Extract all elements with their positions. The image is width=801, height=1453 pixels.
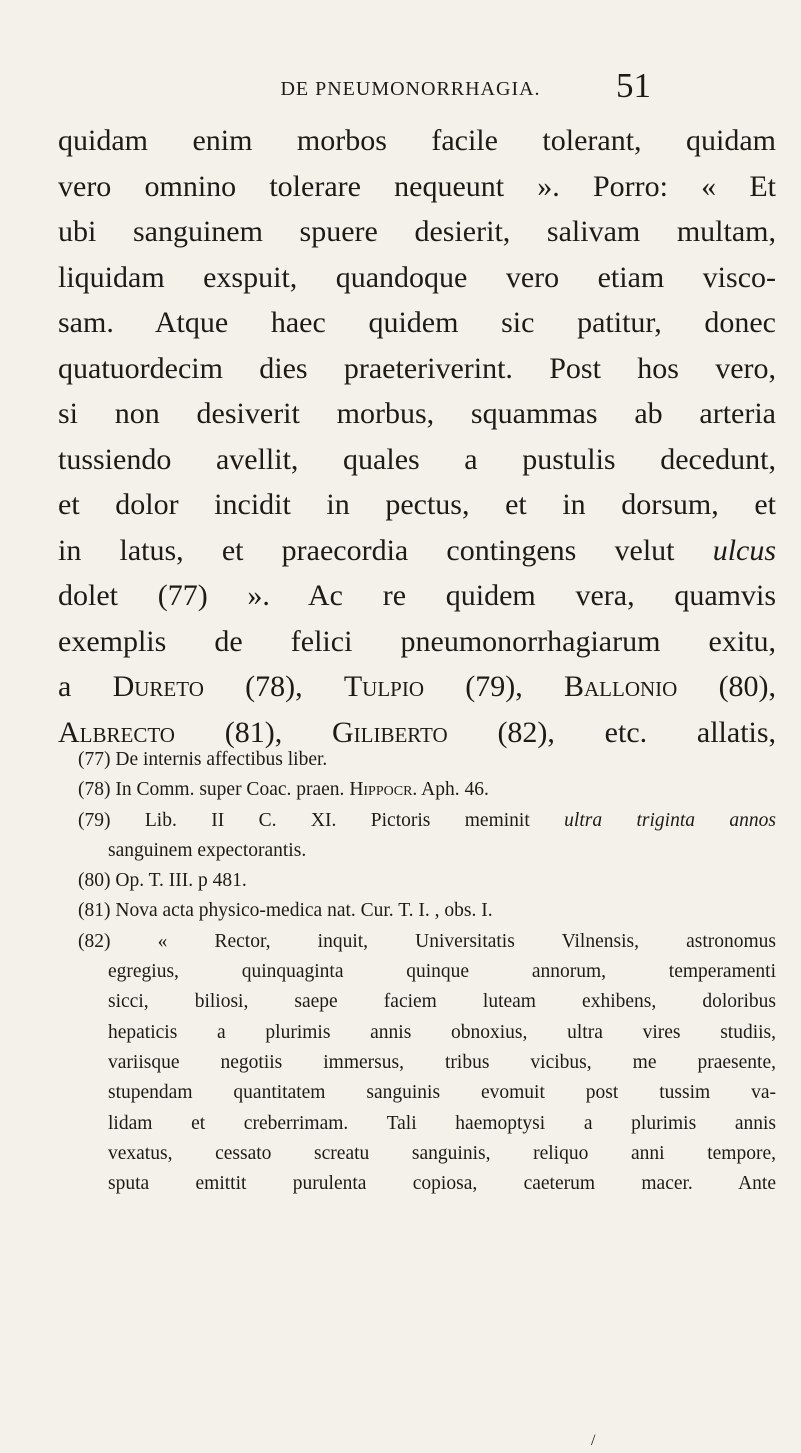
text-line: quidam enim morbos facile tolerant, quidam (58, 124, 776, 157)
footnote-80: (80) Op. T. III. p 481. (78, 870, 247, 892)
author-name: Giliberto (331, 715, 448, 749)
footnote-81: (81) Nova acta physico-medica nat. Cur. T. I. , obs. I. (78, 900, 493, 922)
text-line: sam. Atque haec quidem sic patitur, donec (58, 306, 776, 339)
running-head: DE PNEUMONORRHAGIA. (280, 78, 541, 100)
footnote-77: (77) De internis affectibus liber. (78, 749, 328, 770)
text-segment: (82), etc. allatis, (497, 715, 777, 749)
text-line (58, 664, 776, 710)
italic-term: ultra triginta annos (564, 809, 776, 831)
author-name: Dureto (112, 670, 204, 703)
footnote-78 (78, 775, 776, 805)
footnote-82-cont: variisque negotiis immersus, tribus vicibus, me praesente, (108, 1051, 776, 1073)
text-line: vero omnino tolerare nequeunt ». Porro: « Et (58, 169, 776, 203)
text-segment: Aph. 46. (421, 779, 489, 801)
text-line (58, 528, 776, 574)
author-name: Ballonio (563, 670, 678, 703)
page-mark: / (591, 1432, 596, 1449)
footnote-82: (82) « Rector, inquit, Universitatis Vilnensis, astronomus (78, 930, 776, 952)
text-segment: (78), (245, 670, 303, 703)
text-line: quatuordecim dies praeteriverint. Post hos vero, (58, 351, 776, 385)
footnote-82-cont: lidam et creberrimam. Tali haemoptysi a plurimis annis (108, 1112, 776, 1134)
footnote-82-cont: stupendam quantitatem sanguinis evomuit post tussim va- (108, 1082, 776, 1104)
page-header (0, 66, 801, 118)
text-line: dolet (77) ». Ac re quidem vera, quamvis (58, 579, 776, 612)
text-segment: (79) Lib. II C. XI. Pictoris meminit (78, 809, 530, 831)
italic-term: ulcus (712, 533, 777, 567)
footnote-82-cont: egregius, quinquaginta quinque annorum, temperamenti (108, 961, 776, 983)
text-segment: in latus, et praecordia contingens velut (58, 533, 675, 567)
footnote-82-cont: sputa emittit purulenta copiosa, caeterum macer. Ante (108, 1173, 776, 1195)
text-segment: (78) In Comm. super Coac. praen. (78, 779, 345, 801)
text-line: et dolor incidit in pectus, et in dorsum, et (58, 488, 776, 521)
footnote-82-cont: hepaticis a plurimis annis obnoxius, ultra vires studiis, (108, 1021, 776, 1043)
text-line: liquidam exspuit, quandoque vero etiam visco- (58, 260, 776, 294)
footnote-82-cont: sicci, biliosi, saepe faciem luteam exhibens, doloribus (108, 991, 776, 1013)
author-name: Albrecto (58, 715, 175, 749)
footnote-79-cont: sanguinem expectorantis. (108, 839, 307, 861)
text-segment: a (58, 670, 72, 703)
text-line: ubi sanguinem spuere desierit, salivam multam, (58, 215, 776, 248)
text-segment: (81), (224, 715, 283, 749)
author-name: Tulpio (343, 670, 424, 703)
page-number: 51 (616, 66, 651, 105)
footnote-82-cont: vexatus, cessato screatu sanguinis, reliquo anni tempore, (108, 1142, 776, 1164)
footnotes (78, 745, 776, 1199)
text-line: si non desiverit morbus, squammas ab arteria (58, 397, 776, 430)
text-segment: (79), (465, 670, 523, 703)
footnote-79 (78, 806, 776, 836)
text-line: tussiendo avellit, quales a pustulis decedunt, (58, 442, 776, 476)
main-text (58, 118, 776, 755)
text-line: exemplis de felici pneumonorrhagiarum exitu, (58, 624, 776, 658)
author-name: Hippocr. (349, 779, 418, 801)
text-segment: (80), (718, 670, 777, 703)
